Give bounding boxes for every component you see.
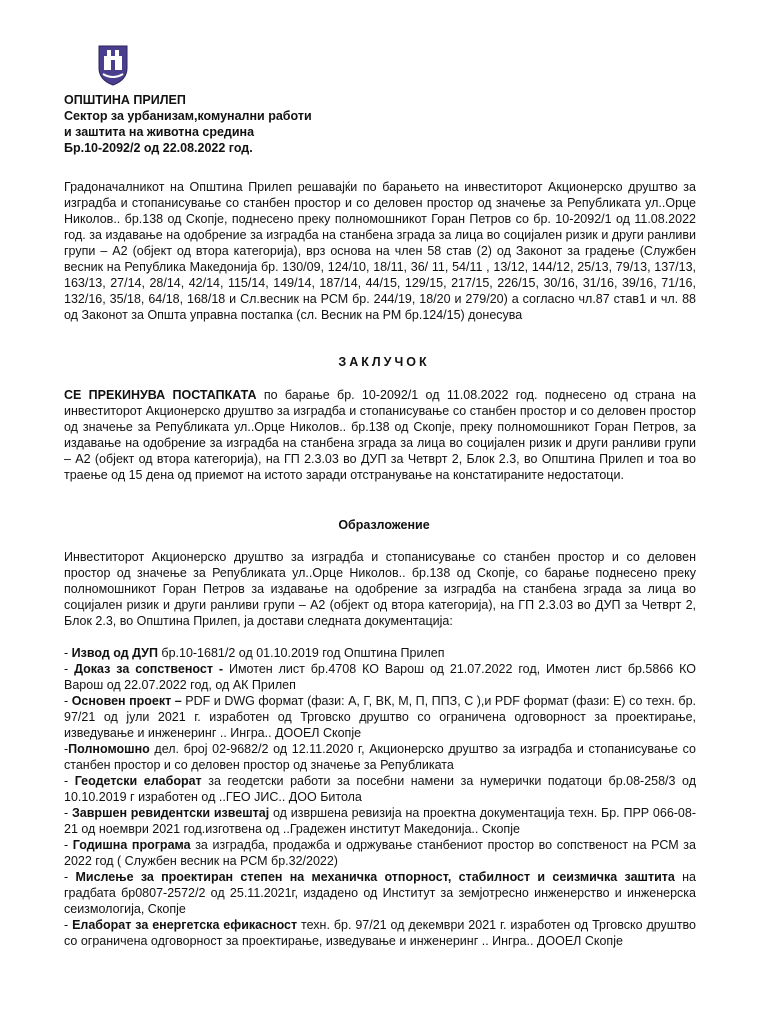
sector-name-cont: и заштита на животна средина: [64, 125, 255, 139]
explanation-paragraph: Инвеститорот Акционерско друштво за изградба и стопанисување со станбен простор и со деловен простор од значење за Републиката ул..Орце Николов.. бр.138 од Скопје, со барање поднесено преку полномошникот Горан Петров за издавање на одобрение за изградба на станбена зграда за лица во социјален ризик и други ранливи групи – А2 (објект од втора категорија), на ГП 2.3.03 во ДУП за Четврт 2, Блок 2.3, во Општина Прилеп, ја достави следната документација:: [64, 550, 696, 628]
list-item: -Полномошно дел. број 02-9682/2 од 12.11.2020 г, Акционерско друштво за изградба и стопанисување со станбен простор и со деловен простор од значење за Републиката: [64, 742, 696, 772]
list-item: - Елаборат за енергетска ефикасност техн. бр. 97/21 од декември 2021 г. изработен од Трговско друштво со ограничена одговорност за проектирање, изведување и инженеринг .. Ингра.. ДООЕЛ Скопје: [64, 918, 697, 948]
list-item: - Годишна програма за изградба, продажба и одржување станбениот простор во сопственост на РСМ за 2022 год ( Службен весник на РСМ бр.32/2022): [64, 838, 696, 868]
list-item: - Завршен ревидентски извештај од извршена ревизија на проектна документација техн. Бр. ПРР 066-08-21 од ноември 2021 год.изготвена од ..Градежен институт Македонија.. Скопје: [64, 806, 697, 836]
decision-text: по барање бр. 10-2092/1 од 11.08.2022 год. поднесено од страна на инвеститорот Акционерско друштво за изградба и стопанисување со станбен простор и со деловен простор од значење за Републиката ул..Орце Николов.. бр.138 од Скопје, преку полномошникот Горан Петров, за издавање на одобрение за изградба на станбена зграда за лица во социјален ризик и други ранливи групи – А2 (објект од втора категорија), на ГП 2.3.03 во ДУП за Четврт 2, Блок 2.3, во Општина Прилеп и тоа во траење од 15 дена од приемот на истото заради отстранување на констатираните недостатоци.: [64, 388, 696, 482]
decision-title: ЗАКЛУЧОК: [338, 355, 430, 369]
municipality-name: ОПШТИНА ПРИЛЕП: [64, 93, 186, 107]
list-item: - Основен проект – PDF и DWG формат (фази: А, Г, ВК, М, П, ППЗ, С ),и PDF формат (фази: Е) со техн. бр. 97/21 од јули 2021 г. изработен од Трговско друштво со ограничена одговорност за проектирање, изведување и инженеринг .. Ингра.. ДООЕЛ Скопје: [64, 694, 696, 740]
sector-name: Сектор за урбанизам,комунални работи: [64, 109, 312, 123]
intro-paragraph: Градоначалникот на Општина Прилеп решавајќи по барањето на инвеститорот Акционерско друштво за изградба и стопанисување со станбен простор и со деловен простор од значење за Републиката ул..Орце Николов.. бр.138 од Скопје, поднесено преку полномошникот Горан Петров со бр. 10-2092/1 од 11.08.2022 год. за издавање на одобрение за изградба на станбена зграда за лица во социјален ризик и други ранливи групи – А2 (објект од втора категорија), врз основа на член 58 став (2) од Законот за градење (Службен весник на Република Македонија бр. 130/09, 124/10, 18/11, 36/ 11, 54/11 , 13/12, 144/12, 25/13, 79/13, 137/13, 163/13, 27/14, 28/14, 42/14, 115/14, 149/14, 187/14, 44/15, 129/15, 217/15, 226/15, 30/16, 31/16, 39/16, 71/16, 132/16, 35/18, 64/18, 168/18 и Сл.весник на РСМ бр. 244/19, 18/20 и 279/20) а согласно чл.87 став1 и чл. 88 од Законот за Општа управна постапка (сл. Весник на РМ бр.124/15) донесува: [64, 180, 696, 322]
municipality-coat-of-arms-icon: [97, 42, 129, 86]
list-item: - Геодетски елаборат за геодетски работи за посебни намени за нумерички податоци бр.08-258/3 од 10.10.2019 г изработен од ..ГЕО ЈИС.. ДОО Битола: [64, 774, 697, 804]
list-item: - Извод од ДУП бр.10-1681/2 од 01.10.2019 год Општина Прилеп: [64, 646, 445, 660]
documents-list: [64, 645, 696, 949]
decision-lead: СЕ ПРЕКИНУВА ПОСТАПКАТА: [64, 388, 257, 402]
list-item: - Мислење за проектиран степен на механичка отпорност, стабилност и сеизмичка заштита на градбата бр0807-2572/2 од 25.11.2021г, издадено од Институт за земјотресно инженерство и инженерска сеизмологија, Скопје: [64, 870, 697, 916]
document-header: [64, 92, 624, 156]
decision-paragraph: [64, 387, 696, 483]
reference-number: Бр.10-2092/2 од 22.08.2022 год.: [64, 141, 253, 155]
explanation-title: Образложение: [338, 518, 430, 532]
list-item: - Доказ за сопственост - Имотен лист бр.4708 КО Варош од 21.07.2022 год, Имотен лист бр.5866 КО Варош од 22.07.2022 год, од АК Прилеп: [64, 662, 696, 692]
